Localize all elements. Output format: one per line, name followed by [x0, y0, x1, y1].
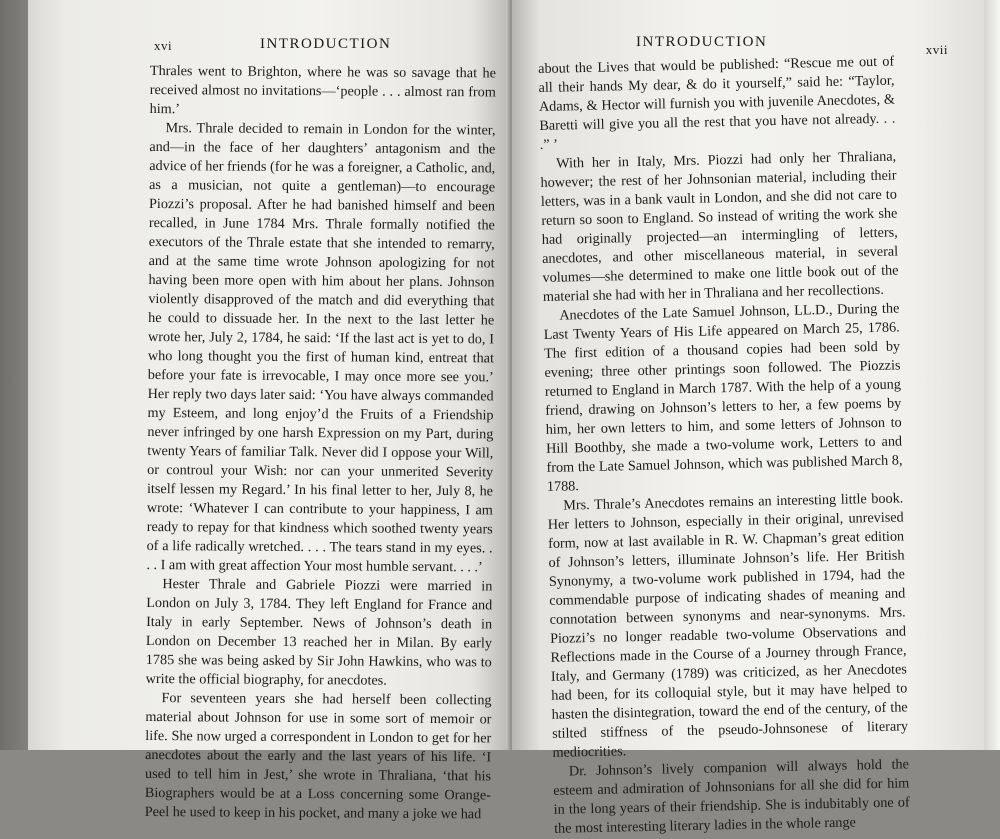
paragraph: Dr. Johnson’s lively companion will always hold the esteem and admiration of Johnsonians for all she did for him in the long years of their friendship. She is indubitably one of the most interesting literary ladies in the whole range [553, 756, 910, 837]
paragraph: For seventeen years she had herself been collecting material about Johnson for use in some sort of memoir or life. She now urged a correspondent in London to get for her anecdotes about the early and the last years of his life. ‘I used to tell him in Jest,’ she wrote in Thraliana, ‘that his Biographers would be at a Loss concerning some Orange-Peel he used to keep in his pocket, and many a joke we had [144, 690, 492, 823]
right-running-title: INTRODUCTION [636, 34, 768, 50]
left-running-head [150, 36, 496, 58]
paragraph: Anecdotes of the Late Samuel Johnson, LL.D., During the Last Twenty Years of His Life appeared on March 25, 1786. The first edition of a thousand copies had been sold by evening; three other printings soon followed. The Piozzis returned to England in March 1787. With the help of a young friend, drawing on Johnson’s letters to her, a few poems by him, her own letters to him, and some letters of Johnson to Hill Boothby, she made a two-volume work, Letters to and from the Late Samuel Johnson, which was published March 8, 1788. [543, 300, 903, 495]
left-running-title: INTRODUCTION [260, 36, 392, 52]
paragraph: about the Lives that would be published: “Rescue me out of all their hands My dear, & do it yourself,” said he: “Taylor, Adams, & Hector will furnish you with juvenile Anecdotes, & Baretti will give you all the rest that you have not already. . . .” ’ [538, 53, 896, 153]
right-running-head [538, 34, 948, 57]
next-page-edge [984, 0, 1000, 750]
right-page [512, 0, 984, 837]
paragraph: Hester Thrale and Gabriele Piozzi were married in London on July 3, 1784. They left England for France and Italy in early September. News of Johnson’s death in London on December 13 reached her in Milan. By early 1785 she was being asked by Sir John Hawkins, who was to write the official biography, for anecdotes. [145, 576, 493, 689]
right-page-number: xvii [925, 42, 948, 57]
paragraph: Thrales went to Brighton, where he was so savage that he received almost no invitations—‘people . . . almost ran from him.’ [149, 62, 496, 118]
left-page-text [145, 62, 496, 824]
paragraph: Mrs. Thrale’s Anecdotes remains an interesting little book. Her letters to Johnson, especially in their original, unrevised form, now at last available in R. W. Chapman’s great edition of Johnson’s letters, illuminate Johnson’s life. Her British Synonymy, a two-volume work published in 1794, had the commendable purpose of indicating shades of meaning and connotation between synonyms and near-synonyms. Mrs. Piozzi’s no longer readable two-volume Observations and Reflections made in the Course of a Journey through France, Italy, and Germany (1789) was criticized, as her Anecdotes had been, for its colloquial style, but it may have helped to hasten the disintegration, toward the end of the century, of the stilted stiffness of the pseudo-Johnsonese of literary mediocrities. [547, 490, 909, 761]
paragraph: Mrs. Thrale decided to remain in London for the winter, and—in the face of her daughters’ antagonism and the advice of her friends (for he was a foreigner, a Catholic, and, as a musician, not quite a gentleman)—to encourage Piozzi’s proposal. After he had banished himself and been recalled, in June 1784 Mrs. Thrale formally notified the executors of the Thrale estate that she intended to remarry, and at the same time wrote Johnson apologizing for not having been more open with him about her plans. Johnson violently disapproved of the match and did everything that he could to dissuade her. In the next to the last letter he wrote her, July 2, 1784, he said: ‘If the last act is yet to do, I who long thought you the first of human kind, entreat that before your fate is irrevocable, I may once more see you.’ Her reply two days later said: ‘You have always commanded my Esteem, and long enjoy’d the Fruits of a Friendship never infringed by one harsh Expression on my Part, during twenty Years of familiar Talk. Never did I oppose your Will, or controul your Wish: nor can your unmerited Severity itself lessen my Regard.’ In his final letter to her, July 8, he wrote: ‘Whatever I can contribute to your happiness, I am ready to repay for that kindness which soothed twenty years of a life radically wretched. . . . The tears stand in my eyes. . . . I am with great affection Your most humble servant. . . .’ [146, 120, 496, 576]
left-page [28, 0, 510, 823]
left-page-number: xvi [154, 38, 173, 53]
paragraph: With her in Italy, Mrs. Piozzi had only her Thraliana, however; the rest of her Johnsonian material, including their letters, was in a bank vault in London, and she did not care to return so soon to England. So instead of writing the work she had originally projected—an intermingling of letters, anecdotes, and other miscellaneous material, in several volumes—she determined to make one little book out of the material she had with her in Thraliana and her recollections. [540, 148, 899, 305]
right-page-text [538, 53, 910, 839]
